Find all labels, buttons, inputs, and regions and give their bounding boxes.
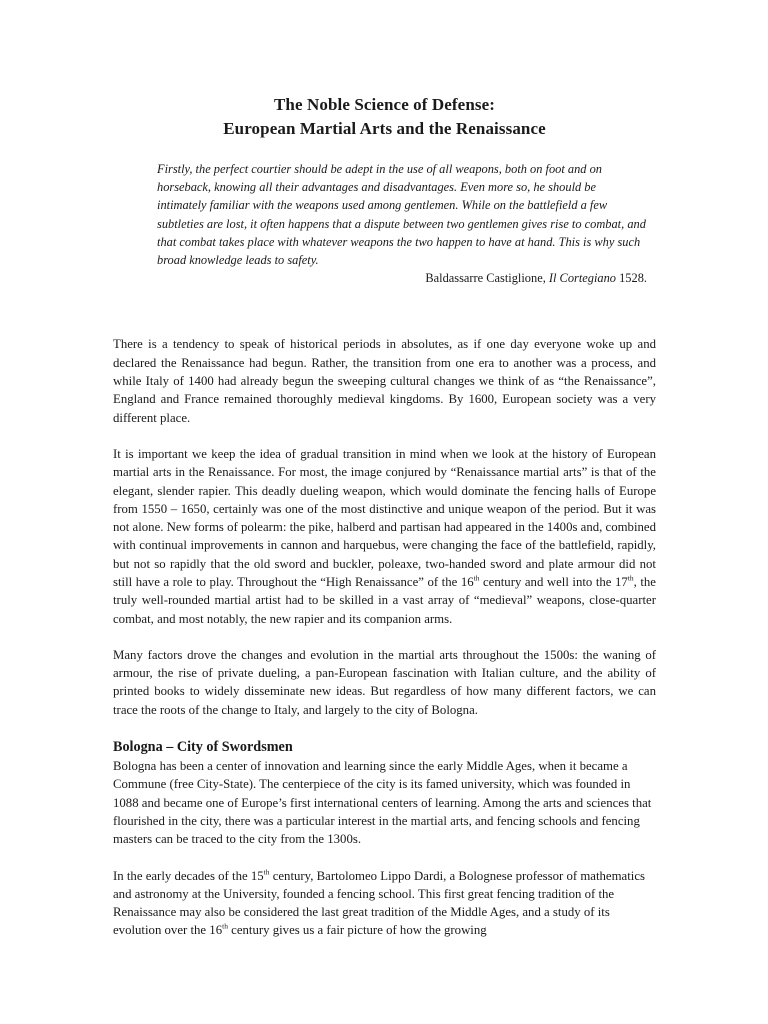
paragraph-2-text-a: It is important we keep the idea of gradual transition in mind when we look at the history of European martial arts in the Renaissance. For most, the image conjured by “Renaissance martial arts” is that of the elegant, slender rapier. This deadly dueling weapon, which would dominate the fencing halls of Europe from 1550 – 1650, certainly was one of the most distinctive and unique weapon of the period. But it was not alone. New forms of polearm: the pike, halberd and partisan had appeared in the 1400s and, combined with continual improvements in cannon and harquebus, were changing the face of the battlefield, rapidly, but not so rapidly that the old sword and buckler, poleaxe, two-handed sword and plate armour did not still have a role to play. Throughout the “High Renaissance” of the 16 (113, 446, 656, 589)
section-paragraph-2-text-a: In the early decades of the 15 (113, 868, 264, 883)
body-paragraph-2 (113, 445, 656, 628)
superscript-th: th (222, 922, 228, 932)
title-line-1: The Noble Science of Defense: (273, 95, 496, 114)
superscript-th: th (627, 573, 634, 583)
section-heading: Bologna – City of Swordsmen (113, 739, 293, 756)
superscript-th: th (473, 573, 480, 583)
document-title (113, 0, 656, 141)
section-paragraph-2 (113, 867, 656, 940)
section-paragraph-2-text-b: century, Bartolomeo Lippo Dardi, a Bolognese professor of mathematics and astronomy at the University, founded a fencing school. This first great fencing tradition of the Renaissance may also be considered the last great tradition of the Middle Ages, and a study of its evolution over the 16 (113, 868, 646, 938)
epigraph (113, 160, 656, 287)
paragraph-2-text-c: , the truly well-rounded martial artist had to be skilled in a vast array of “medieval” weapons, close-quarter combat, and most notably, the new rapier and its companion arms. (113, 574, 656, 626)
epigraph-work-title: Il Cortegiano (548, 271, 617, 286)
epigraph-author: Baldassarre Castiglione, (425, 271, 549, 286)
superscript-th: th (263, 867, 270, 877)
body-paragraph-1: There is a tendency to speak of historical periods in absolutes, as if one day everyone woke up and declared the Renaissance had begun. Rather, the transition from one era to another was a process, and while Italy of 1400 had already begun the sweeping cultural changes we think of as “the Renaissance”, England and France remained thoroughly medieval kingdoms. By 1600, European society was a very different place. (113, 337, 656, 425)
paragraph-2-text-b: century and well into the 17 (479, 574, 628, 589)
body-paragraph-3: Many factors drove the changes and evolution in the martial arts throughout the 1500s: the waning of armour, the rise of private dueling, a pan-European fascination with Italian culture, and the ability of printed books to widely disseminate new ideas. But regardless of how many different factors, we can trace the roots of the change to Italy, and largely to the city of Bologna. (113, 647, 656, 717)
epigraph-attribution (113, 269, 647, 287)
section-paragraph-1: Bologna has been a center of innovation and learning since the early Middle Ages, when it became a Commune (free City-State). The centerpiece of the city is its famed university, which was founded in 1088 and became one of Europe’s first international centers of learning. Among the arts and sciences that flourished in the city, there was a particular interest in the martial arts, and fencing schools and fencing masters can be traced to the city from the 1300s. (113, 759, 652, 847)
section-paragraph-2-text-c: century gives us a fair picture of how the growing (227, 923, 487, 938)
epigraph-year: 1528. (616, 271, 647, 286)
epigraph-quote: Firstly, the perfect courtier should be adept in the use of all weapons, both on foot and on horseback, knowing all their advantages and disadvantages. Even more so, he should be intimately familiar with the weapons used among gentlemen. While on the battlefield a few subtleties are lost, it often happens that a dispute between two gentlemen gives rise to combat, and that combat takes place with whatever weapons the two happen to have at hand. This is why such broad knowledge leads to safety. (157, 162, 646, 268)
title-line-2: European Martial Arts and the Renaissance (223, 119, 546, 138)
